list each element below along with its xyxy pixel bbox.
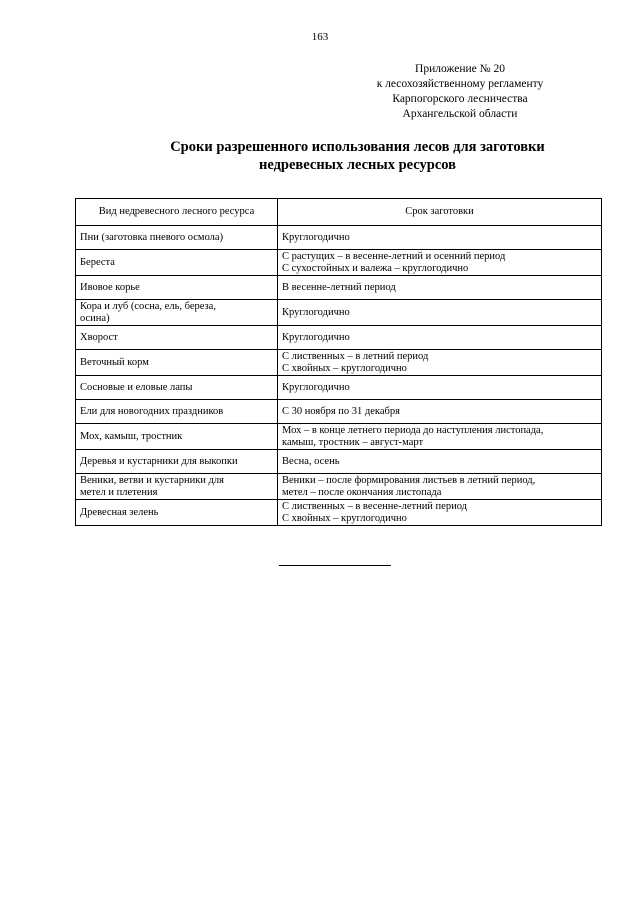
resource-cell-line: Ели для новогодних праздников (80, 405, 224, 417)
period-cell (278, 300, 602, 326)
resource-cell (76, 424, 278, 450)
table-row (76, 350, 602, 376)
appendix-line: к лесохозяйственному регламенту (376, 78, 544, 90)
resource-cell (76, 350, 278, 376)
table-row (76, 424, 602, 450)
resource-cell (76, 276, 278, 300)
table-row (76, 450, 602, 474)
period-cell-line: метел – после окончания листопада (282, 486, 442, 498)
table-row (76, 376, 602, 400)
title-line: недревесных лесных ресурсов (259, 157, 456, 173)
table-row (76, 300, 602, 326)
table-row (76, 400, 602, 424)
period-cell (278, 474, 602, 500)
table-header-row (76, 199, 602, 226)
resource-cell (76, 450, 278, 474)
period-cell-line: Круглогодично (282, 381, 350, 393)
period-cell-line: камыш, тростник – август-март (282, 436, 424, 448)
end-divider (279, 565, 391, 566)
appendix-note (300, 62, 620, 122)
resource-cell-line: осина) (80, 312, 110, 324)
resource-cell (76, 326, 278, 350)
page-number: 163 (311, 31, 329, 43)
period-cell-line: Круглогодично (282, 331, 350, 343)
resource-cell-line: Береста (80, 256, 115, 268)
period-cell-line: Круглогодично (282, 231, 350, 243)
resource-cell-line: Пни (заготовка пневого осмола) (80, 231, 224, 243)
resource-cell-line: Мох, камыш, тростник (80, 430, 183, 442)
resource-cell (76, 300, 278, 326)
table-row (76, 226, 602, 250)
table-row (76, 474, 602, 500)
period-cell-line: Веники – после формирования листьев в летний период, (282, 475, 536, 486)
period-cell (278, 250, 602, 276)
period-cell-line: В весенне-летний период (282, 281, 396, 293)
period-cell (278, 450, 602, 474)
table-body (76, 226, 602, 526)
resource-cell-line: Веники, ветви и кустарники для (80, 475, 224, 486)
period-cell (278, 500, 602, 526)
appendix-line: Архангельской области (402, 108, 518, 120)
resource-cell-line: Хворост (80, 331, 118, 343)
period-cell (278, 350, 602, 376)
resource-cell (76, 226, 278, 250)
period-cell (278, 400, 602, 424)
period-cell-line: Весна, осень (282, 455, 340, 467)
document-title (60, 138, 640, 174)
table-row (76, 276, 602, 300)
harvest-periods-table (75, 198, 602, 526)
header-resource-type: Вид недревесного лесного ресурса (76, 199, 278, 226)
resource-cell (76, 474, 278, 500)
period-cell (278, 276, 602, 300)
period-cell-line: Круглогодично (282, 306, 350, 318)
period-cell (278, 226, 602, 250)
table-row (76, 500, 602, 526)
resource-cell-line: метел и плетения (80, 486, 158, 498)
resource-cell-line: Веточный корм (80, 356, 149, 368)
header-harvest-period: Срок заготовки (278, 199, 602, 226)
period-cell-line: Мох – в конце летнего периода до наступления листопада, (282, 425, 544, 436)
resource-cell (76, 400, 278, 424)
period-cell (278, 424, 602, 450)
table-row (76, 250, 602, 276)
resource-cell-line: Ивовое корье (80, 281, 140, 293)
title-line: Сроки разрешенного использования лесов для заготовки (170, 139, 545, 155)
appendix-line: Приложение № 20 (415, 63, 505, 75)
period-cell-line: С 30 ноября по 31 декабря (282, 405, 400, 417)
resource-cell-line: Деревья и кустарники для выкопки (80, 455, 238, 467)
resource-cell (76, 376, 278, 400)
period-cell-line: С хвойных – круглогодично (282, 362, 407, 374)
resource-cell-line: Сосновые и еловые лапы (80, 381, 193, 393)
period-cell-line: С хвойных – круглогодично (282, 512, 407, 524)
period-cell (278, 376, 602, 400)
period-cell-line: С растущих – в весенне-летний и осенний период (282, 251, 506, 262)
resource-cell (76, 250, 278, 276)
period-cell (278, 326, 602, 350)
table-row (76, 326, 602, 350)
resource-cell (76, 500, 278, 526)
resource-cell-line: Кора и луб (сосна, ель, береза, (80, 301, 216, 312)
period-cell-line: С лиственных – в весенне-летний период (282, 501, 467, 512)
period-cell-line: С лиственных – в летний период (282, 351, 429, 362)
appendix-line: Карпогорского лесничества (392, 93, 528, 105)
period-cell-line: С сухостойных и валежа – круглогодично (282, 262, 469, 274)
resource-cell-line: Древесная зелень (80, 506, 159, 518)
